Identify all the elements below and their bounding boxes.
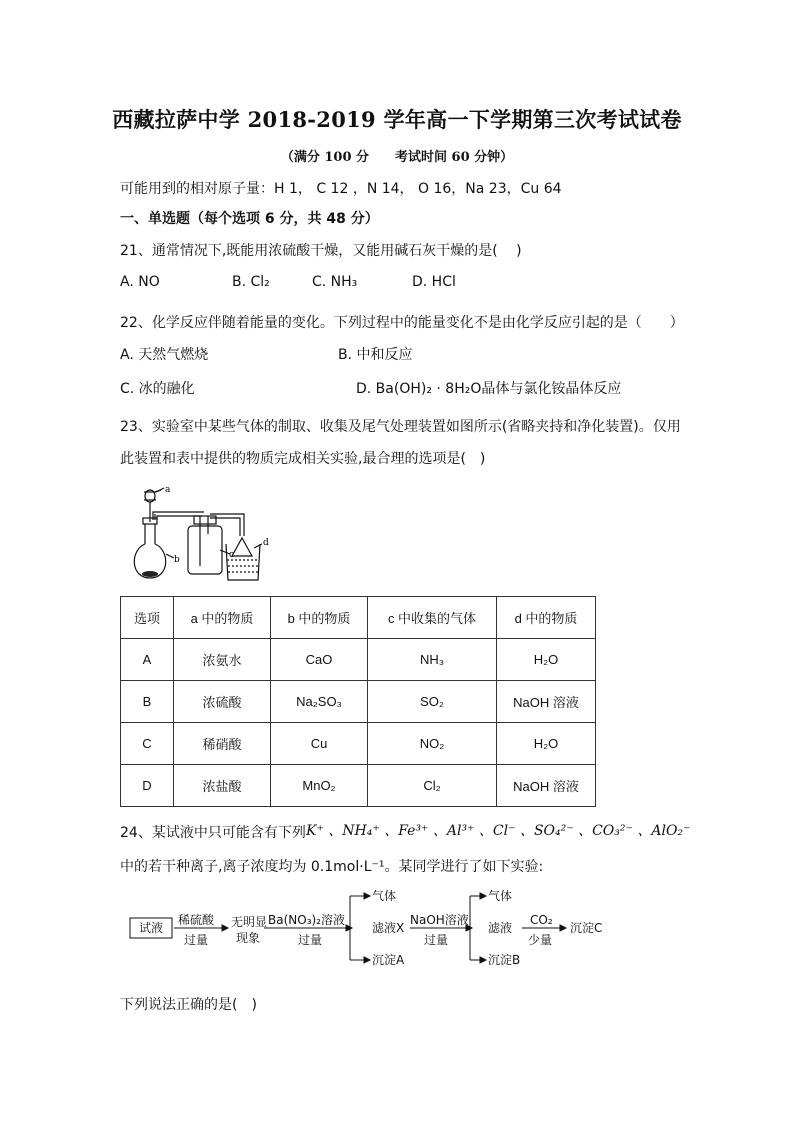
reagent-table [120, 596, 596, 807]
exam-info: （满分 100 分 考试时间 60 分钟） [280, 150, 514, 165]
table-header-cell: a 中的物质 [174, 597, 271, 639]
flow-node1-line1: 无明显 [231, 915, 268, 929]
q24-ion-list: K⁺ 、NH₄⁺ 、Fe³⁺ 、Al³⁺ 、Cl⁻ 、SO₄²⁻ 、CO₃²⁻ 、AlO₂⁻ [306, 823, 691, 839]
flow-precipitate-a: 沉淀A [372, 953, 405, 967]
flow-node1-line2: 现象 [236, 931, 261, 945]
table-header-cell: d 中的物质 [497, 597, 596, 639]
atomic-mass-line: 可能用到的相对原子量：H 1， C 12 ，N 14， O 16，Na 23，Cu 64 [120, 181, 562, 197]
table-cell: Cl₂ [368, 765, 497, 807]
table-cell: Na₂SO₃ [271, 681, 368, 723]
q23-stem-line1: 23、实验室中某些气体的制取、收集及尾气处理装置如图所示(省略夹持和净化装置)。仅用 [120, 419, 681, 435]
flow-step1-reagent: 稀硫酸 [178, 913, 215, 927]
table-row [121, 723, 596, 765]
table-cell: 稀硝酸 [174, 723, 271, 765]
table-cell: NaOH 溶液 [497, 681, 596, 723]
q23-stem-line2: 此装置和表中提供的物质完成相关实验,最合理的选项是( ) [120, 451, 486, 467]
table-cell: CaO [271, 639, 368, 681]
flow-precipitate-b: 沉淀B [488, 953, 521, 967]
table-cell: H₂O [497, 723, 596, 765]
table-cell: NO₂ [368, 723, 497, 765]
table-cell: 浓盐酸 [174, 765, 271, 807]
q21-option-d: D. HCl [412, 274, 456, 290]
label-d: d [263, 538, 269, 548]
q22-stem: 22、化学反应伴随着能量的变化。下列过程中的能量变化不是由化学反应引起的是（ ） [120, 315, 684, 331]
experiment-flowchart [126, 884, 626, 980]
q24-stem-prefix: 24、某试液中只可能含有下列 [120, 825, 306, 841]
table-cell: B [121, 681, 174, 723]
q22-option-b: B. 中和反应 [338, 347, 413, 363]
q24-question: 下列说法正确的是( ) [120, 997, 257, 1013]
table-cell: NaOH 溶液 [497, 765, 596, 807]
table-cell: 浓氨水 [174, 639, 271, 681]
table-cell: NH₃ [368, 639, 497, 681]
table-cell: A [121, 639, 174, 681]
gas-apparatus-diagram [126, 482, 286, 586]
flow-filtrate-x: 滤液X [372, 921, 405, 935]
flow-step1-amount: 过量 [184, 933, 209, 947]
section-heading: 一、单选题（每个选项 6 分，共 48 分） [120, 211, 379, 227]
table-header-cell: c 中收集的气体 [368, 597, 497, 639]
table-cell: MnO₂ [271, 765, 368, 807]
table-row [121, 639, 596, 681]
flow-gas-2: 气体 [488, 889, 513, 903]
q22-option-c: C. 冰的融化 [120, 381, 195, 397]
flow-step3-reagent: NaOH溶液 [410, 913, 469, 927]
q21-option-b: B. Cl₂ [232, 274, 270, 290]
q21-option-a: A. NO [120, 274, 160, 290]
label-b: b [174, 555, 180, 565]
flow-gas-1: 气体 [372, 889, 397, 903]
table-cell: D [121, 765, 174, 807]
q22-option-d: D. Ba(OH)₂ · 8H₂O晶体与氯化铵晶体反应 [356, 381, 622, 397]
flow-filtrate: 滤液 [488, 921, 513, 935]
table-cell: SO₂ [368, 681, 497, 723]
table-header-cell: 选项 [121, 597, 174, 639]
label-a: a [165, 485, 171, 495]
q21-stem: 21、通常情况下,既能用浓硫酸干燥，又能用碱石灰干燥的是( ) [120, 243, 522, 259]
table-cell: C [121, 723, 174, 765]
q21-option-c: C. NH₃ [312, 274, 358, 290]
flow-sample-box: 试液 [139, 921, 164, 935]
flow-step3-amount: 过量 [424, 933, 449, 947]
table-row [121, 681, 596, 723]
flow-precipitate-c: 沉淀C [570, 921, 603, 935]
q22-option-a: A. 天然气燃烧 [120, 347, 209, 363]
flow-step2-amount: 过量 [298, 933, 323, 947]
flow-step4-reagent: CO₂ [530, 913, 553, 927]
table-cell: Cu [271, 723, 368, 765]
table-cell: 浓硫酸 [174, 681, 271, 723]
table-row [121, 765, 596, 807]
table-header-cell: b 中的物质 [271, 597, 368, 639]
label-c: c [229, 550, 235, 560]
page-title: 西藏拉萨中学 2018-2019 学年高一下学期第三次考试试卷 [112, 107, 682, 132]
q24-stem-line2: 中的若干种离子,离子浓度均为 0.1mol·L⁻¹。某同学进行了如下实验: [120, 859, 544, 875]
flow-step4-amount: 少量 [528, 933, 553, 947]
table-cell: H₂O [497, 639, 596, 681]
flow-step2-reagent: Ba(NO₃)₂溶液 [268, 913, 345, 927]
table-header-row [121, 597, 596, 639]
